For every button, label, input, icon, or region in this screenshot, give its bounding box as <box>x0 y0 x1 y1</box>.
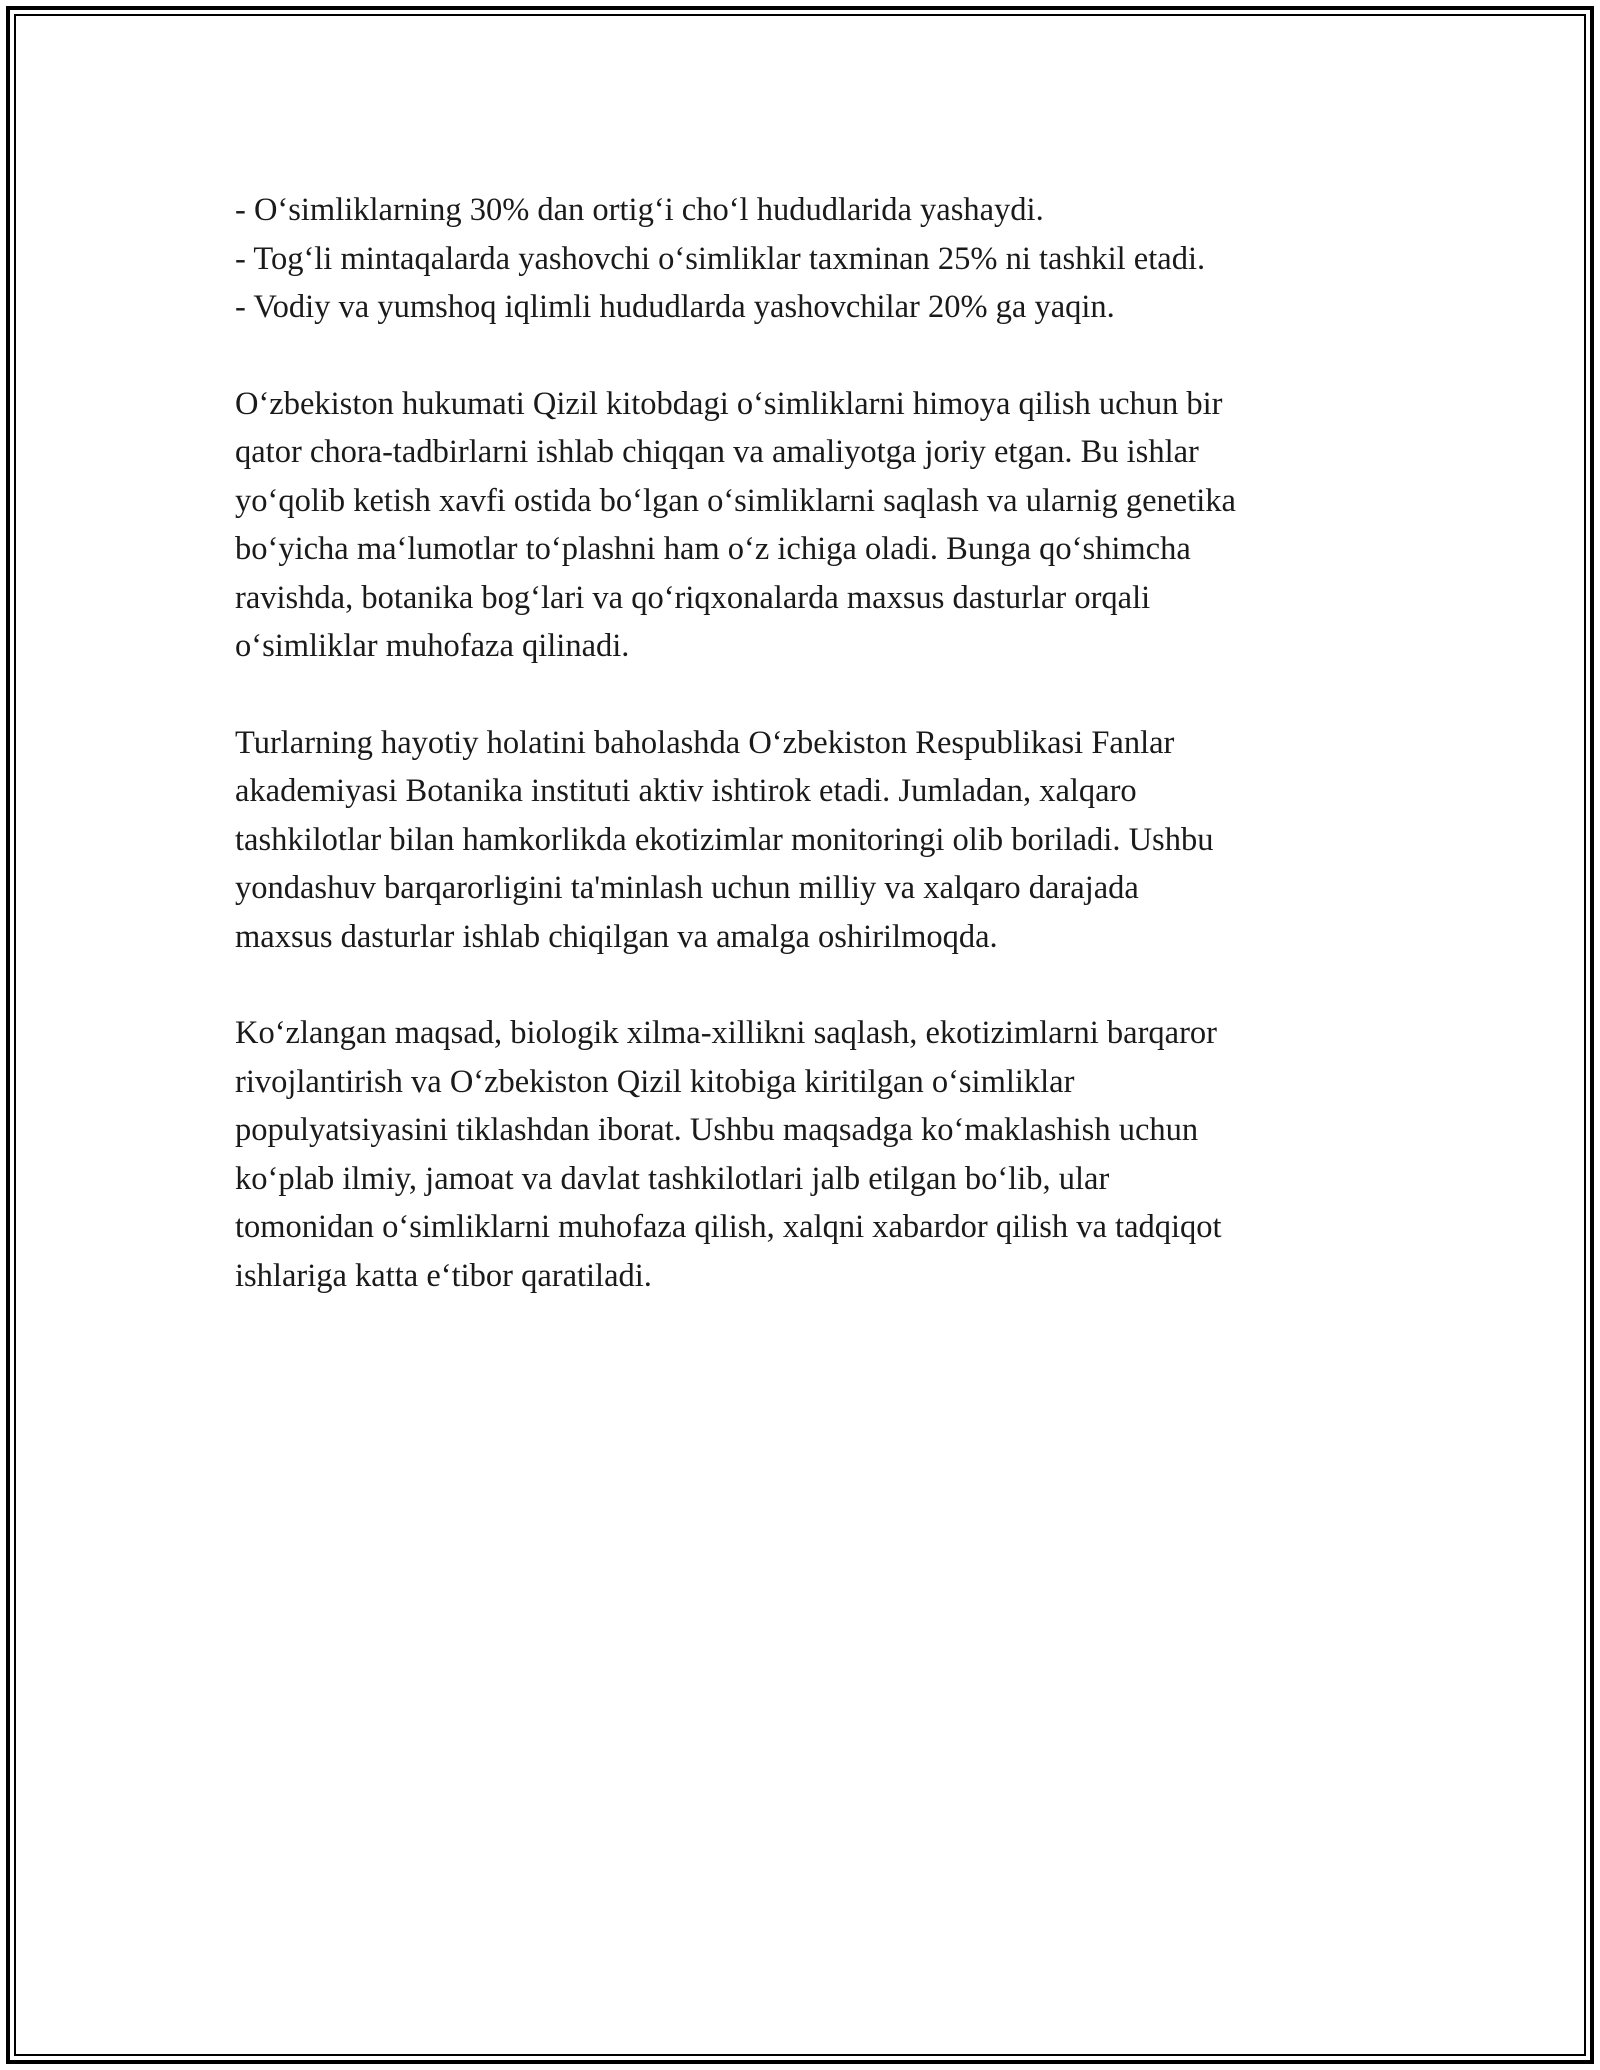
paragraph-line: Ko‘zlangan maqsad, biologik xilma-xillikni saqlash, ekotizimlarni barqaror <box>235 1015 1217 1051</box>
paragraph-line: yo‘qolib ketish xavfi ostida bo‘lgan o‘simliklarni saqlash va ularnig genetika <box>235 482 1236 519</box>
paragraph-line: ravishda, botanika bog‘lari va qo‘riqxonalarda maxsus dasturlar orqali <box>235 579 1151 616</box>
document-body <box>235 186 1385 1348</box>
paragraph-line: yondashuv barqarorligini ta'minlash uchun milliy va xalqaro darajada <box>235 870 1139 906</box>
paragraph-line: maxsus dasturlar ishlab chiqilgan va amalga oshirilmoqda. <box>235 918 998 955</box>
paragraph-line: akademiyasi Botanika instituti aktiv ishtirok etadi. Jumladan, xalqaro <box>235 773 1137 809</box>
bullet-item: - Vodiy va yumshoq iqlimli hududlarda yashovchilar 20% ga yaqin. <box>235 289 1115 325</box>
paragraph-government-measures <box>235 380 1385 671</box>
paragraph-line: populyatsiyasini tiklashdan iborat. Ushbu maqsadga ko‘maklashish uchun <box>235 1112 1199 1148</box>
paragraph-goal <box>235 1009 1385 1300</box>
paragraph-species-assessment <box>235 719 1385 962</box>
paragraph-line: Turlarning hayotiy holatini baholashda O‘zbekiston Respublikasi Fanlar <box>235 724 1175 761</box>
paragraph-line: o‘simliklar muhofaza qilinadi. <box>235 628 630 664</box>
paragraph-line: ishlariga katta e‘tibor qaratiladi. <box>235 1257 652 1294</box>
paragraph-line: tomonidan o‘simliklarni muhofaza qilish, xalqni xabardor qilish va tadqiqot <box>235 1209 1222 1245</box>
paragraph-line: rivojlantirish va O‘zbekiston Qizil kitobiga kiritilgan o‘simliklar <box>235 1063 1075 1100</box>
paragraph-line: ko‘plab ilmiy, jamoat va davlat tashkilotlari jalb etilgan bo‘lib, ular <box>235 1160 1110 1197</box>
bullet-item: - Tog‘li mintaqalarda yashovchi o‘simliklar taxminan 25% ni tashkil etadi. <box>235 240 1206 277</box>
paragraph-line: O‘zbekiston hukumati Qizil kitobdagi o‘simliklarni himoya qilish uchun bir <box>235 385 1223 422</box>
paragraph-line: tashkilotlar bilan hamkorlikda ekotizimlar monitoringi olib boriladi. Ushbu <box>235 821 1214 858</box>
paragraph-line: qator chora-tadbirlarni ishlab chiqqan va amaliyotga joriy etgan. Bu ishlar <box>235 434 1199 470</box>
bullet-item: - O‘simliklarning 30% dan ortig‘i cho‘l hududlarida yashaydi. <box>235 192 1044 228</box>
bullet-list <box>235 186 1385 332</box>
paragraph-line: bo‘yicha ma‘lumotlar to‘plashni ham o‘z ichiga oladi. Bunga qo‘shimcha <box>235 531 1191 567</box>
